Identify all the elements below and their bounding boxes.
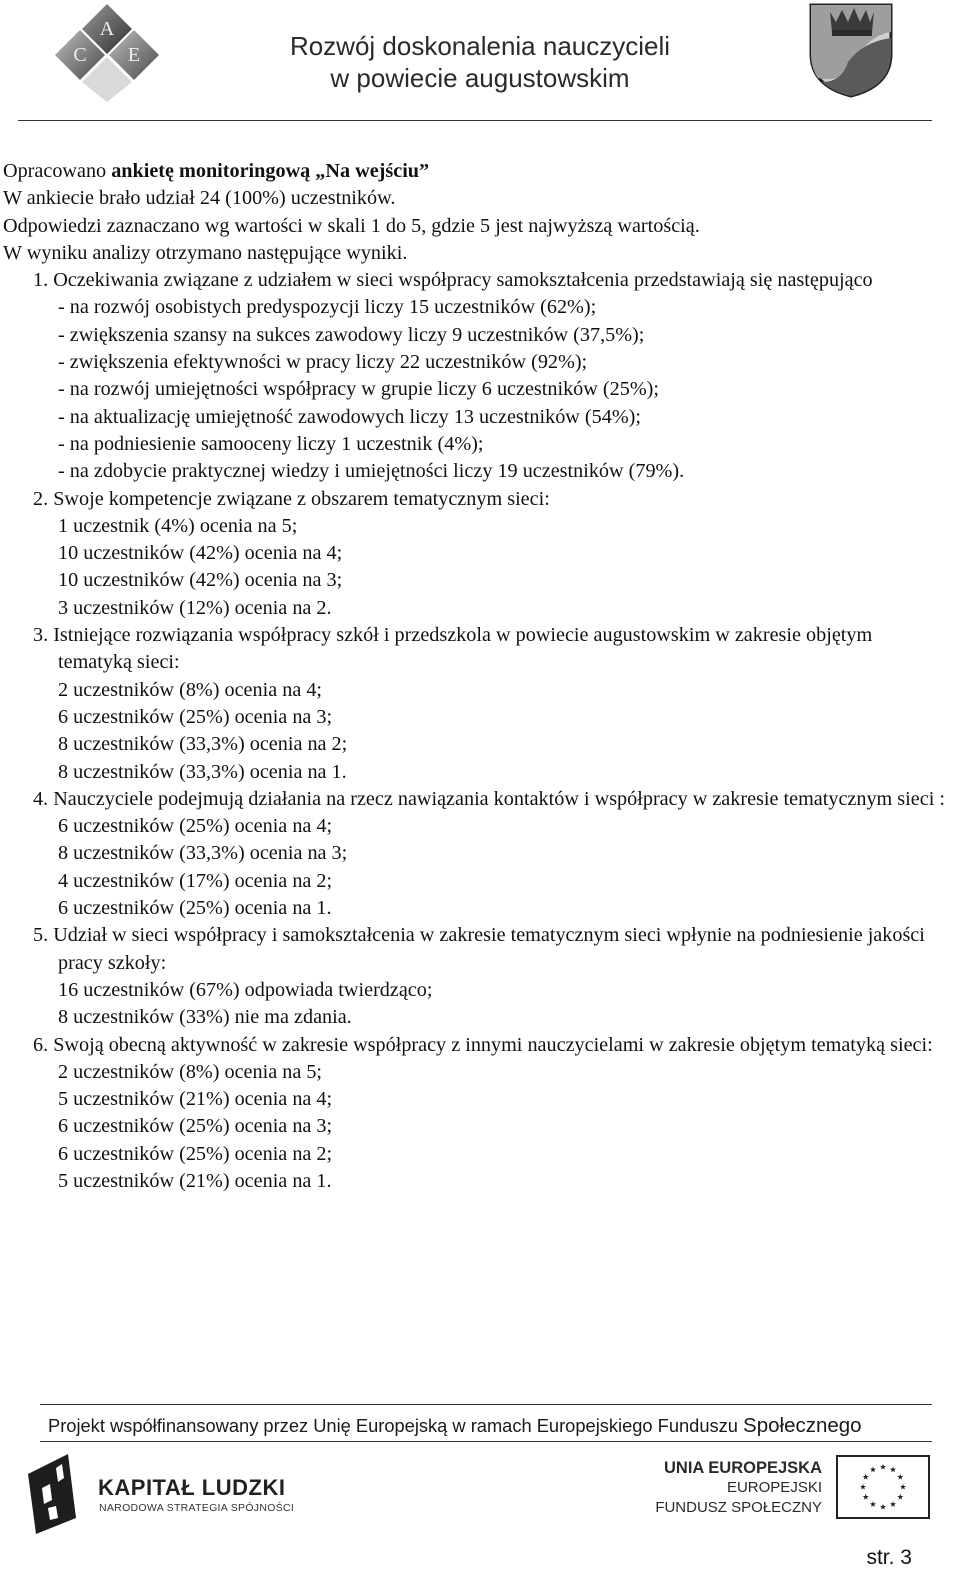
question-4-answer: 8 uczestników (33,3%) ocenia na 3; — [58, 842, 348, 865]
question-4-answer: 6 uczestników (25%) ocenia na 4; — [58, 815, 333, 838]
question-5-answer: 8 uczestników (33%) nie ma zdania. — [58, 1006, 352, 1029]
question-3-answer: 2 uczestników (8%) ocenia na 4; — [58, 678, 323, 701]
kapital-ludzki-title: KAPITAŁ LUDZKI — [98, 1475, 286, 1500]
eu-flag-icon — [836, 1455, 930, 1519]
eu-fund-label — [655, 1458, 822, 1518]
eu-line-3: FUNDUSZ SPOŁECZNY — [655, 1499, 822, 1516]
header-divider — [18, 120, 932, 121]
document-body — [3, 158, 948, 1195]
eu-line-2: EUROPEJSKI — [726, 1479, 822, 1496]
footer-divider-top — [40, 1404, 932, 1405]
question-6-answer: 5 uczestników (21%) ocenia na 4; — [58, 1088, 333, 1111]
question-1-answer: - na aktualizację umiejętność zawodowych liczy 13 uczestników (54%); — [58, 405, 641, 428]
question-2-answer: 1 uczestnik (4%) ocenia na 5; — [58, 514, 298, 537]
intro-line-1: Opracowano ankietę monitoringową „Na wejściu” — [3, 160, 430, 182]
question-2-heading: 2. Swoje kompetencje związane z obszarem tematycznym sieci: — [33, 487, 550, 510]
question-1-answer: - zwiększenia efektywności w pracy liczy 22 uczestników (92%); — [58, 351, 588, 374]
question-3-heading: 3. Istniejące rozwiązania współpracy szkół i przedszkola w powiecie augustowskim w zakresie objętym tematyką sieci: — [33, 624, 873, 674]
question-1-answer: - zwiększenia szansy na sukces zawodowy liczy 9 uczestników (37,5%); — [58, 323, 645, 346]
question-2-answer: 10 uczestników (42%) ocenia na 4; — [58, 542, 343, 565]
page-number: str. 3 — [866, 1546, 912, 1569]
question-2-answer: 10 uczestników (42%) ocenia na 3; — [58, 569, 343, 592]
question-2-answer: 3 uczestników (12%) ocenia na 2. — [58, 596, 332, 619]
intro-line-4: W wyniku analizy otrzymano następujące wyniki. — [3, 241, 408, 264]
svg-text:C: C — [73, 44, 87, 66]
question-4-heading: 4. Nauczyciele podejmują działania na rzecz nawiązania kontaktów i współpracy w zakresie tematycznym sieci : — [33, 787, 945, 810]
question-4-answer: 4 uczestników (17%) ocenia na 2; — [58, 869, 333, 892]
document-title — [200, 30, 760, 94]
question-5-heading: 5. Udział w sieci współpracy i samokształcenia w zakresie tematycznym sieci wpłynie na podniesienie jakości pracy szkoły: — [33, 924, 925, 974]
question-1-heading: 1. Oczekiwania związane z udziałem w sieci współpracy samokształcenia przedstawiają się następująco — [33, 269, 873, 292]
cae-logo-icon — [52, 2, 162, 102]
page-header — [0, 0, 960, 122]
question-3-answer: 8 uczestników (33,3%) ocenia na 1. — [58, 760, 347, 783]
question-1-answer: - na rozwój osobistych predyspozycji liczy 15 uczestników (62%); — [58, 296, 597, 319]
intro-line-2: W ankiecie brało udział 24 (100%) uczestników. — [3, 187, 396, 210]
intro-line-3: Odpowiedzi zaznaczano wg wartości w skali 1 do 5, gdzie 5 jest najwyższą wartością. — [3, 214, 700, 237]
county-crest-icon — [808, 2, 894, 98]
question-6-answer: 6 uczestników (25%) ocenia na 3; — [58, 1115, 333, 1138]
question-1-answer: - na zdobycie praktycznej wiedzy i umiejętności liczy 19 uczestników (79%). — [58, 460, 685, 483]
survey-name: ankietę monitoringową „Na wejściu” — [111, 160, 430, 182]
document-title-line-2: w powiecie augustowskim — [330, 63, 630, 93]
footer-divider-bottom — [40, 1441, 932, 1442]
question-6-answer: 2 uczestników (8%) ocenia na 5; — [58, 1060, 323, 1083]
question-1-answer: - na rozwój umiejętności współpracy w grupie liczy 6 uczestników (25%); — [58, 378, 659, 401]
question-5-answer: 16 uczestników (67%) odpowiada twierdząco; — [58, 978, 433, 1001]
question-4-answer: 6 uczestników (25%) ocenia na 1. — [58, 897, 332, 920]
question-6-heading: 6. Swoją obecną aktywność w zakresie współpracy z innymi nauczycielami w zakresie objętym tematyką sieci: — [33, 1033, 933, 1056]
cofinancing-note: Projekt współfinansowany przez Unię Europejską w ramach Europejskiego Funduszu Społecznego — [48, 1414, 862, 1437]
svg-text:A: A — [99, 18, 115, 40]
question-6-answer: 6 uczestników (25%) ocenia na 2; — [58, 1142, 333, 1165]
question-3-answer: 8 uczestników (33,3%) ocenia na 2; — [58, 733, 348, 756]
document-title-line-1: Rozwój doskonalenia nauczycieli — [289, 31, 671, 61]
question-1-answer: - na podniesienie samooceny liczy 1 uczestnik (4%); — [58, 432, 484, 455]
question-6-answer: 5 uczestników (21%) ocenia na 1. — [58, 1169, 332, 1192]
kapital-ludzki-subtitle: NARODOWA STRATEGIA SPÓJNOŚCI — [99, 1502, 295, 1514]
svg-text:E: E — [127, 44, 141, 66]
eu-line-1: UNIA EUROPEJSKA — [664, 1459, 822, 1477]
question-3-answer: 6 uczestników (25%) ocenia na 3; — [58, 705, 333, 728]
